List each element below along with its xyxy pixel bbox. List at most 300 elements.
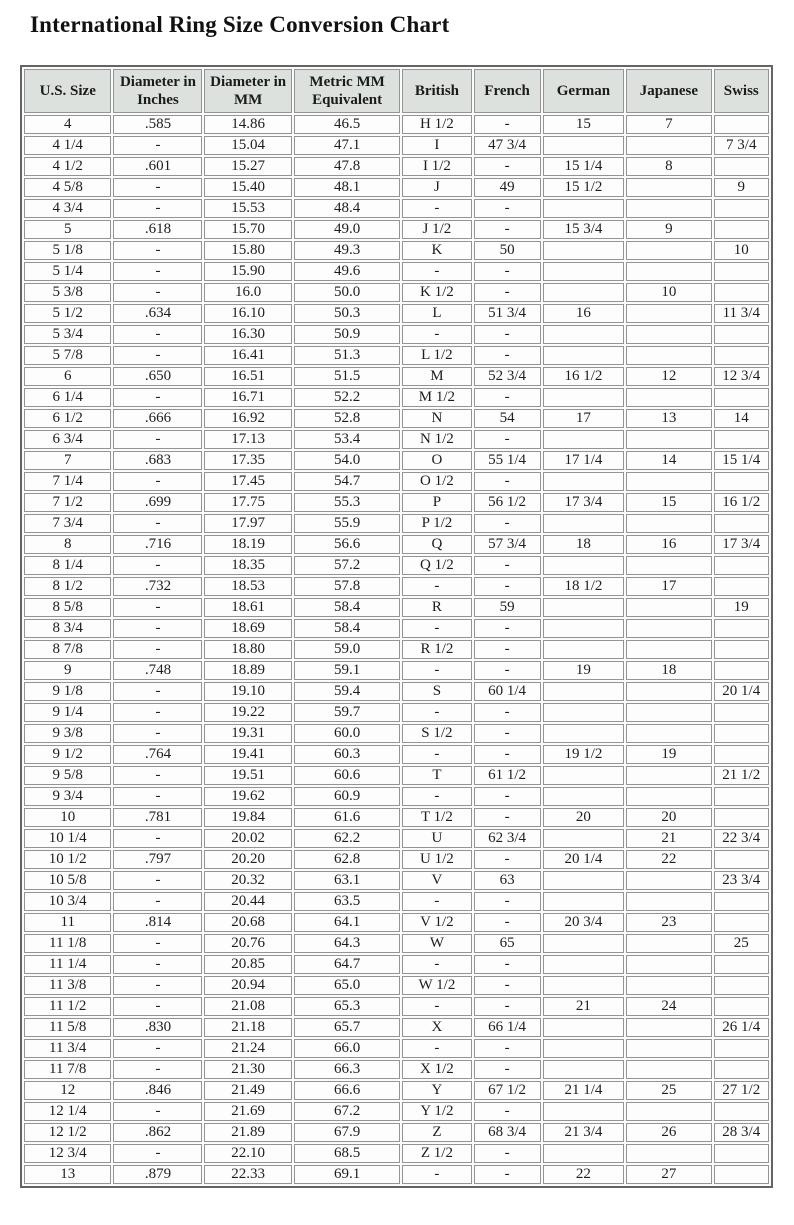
table-cell-french: - — [474, 430, 541, 449]
table-cell-british: - — [402, 745, 471, 764]
table-cell-british: W — [402, 934, 471, 953]
table-cell-diameter-in-mm: 15.53 — [204, 199, 291, 218]
table-cell-swiss — [714, 661, 769, 680]
table-cell-japanese: 8 — [626, 157, 711, 176]
table-cell-metric-mm-equivalent: 60.6 — [294, 766, 400, 785]
table-cell-german: 15 1/4 — [543, 157, 625, 176]
table-cell-german: 16 — [543, 304, 625, 323]
table-row — [24, 871, 769, 890]
table-cell-diameter-in-mm: 20.68 — [204, 913, 291, 932]
table-cell-diameter-in-inches: .879 — [113, 1165, 202, 1184]
table-cell-japanese — [626, 1144, 711, 1163]
table-cell-swiss: 25 — [714, 934, 769, 953]
table-cell-u-s-size: 5 — [24, 220, 111, 239]
table-cell-u-s-size: 8 7/8 — [24, 640, 111, 659]
table-cell-swiss: 7 3/4 — [714, 136, 769, 155]
table-cell-diameter-in-inches: .699 — [113, 493, 202, 512]
table-cell-british: Z 1/2 — [402, 1144, 471, 1163]
table-cell-u-s-size: 9 1/4 — [24, 703, 111, 722]
table-cell-german — [543, 871, 625, 890]
table-cell-metric-mm-equivalent: 55.9 — [294, 514, 400, 533]
table-cell-japanese — [626, 472, 711, 491]
table-cell-french: - — [474, 745, 541, 764]
table-row — [24, 661, 769, 680]
table-cell-german — [543, 682, 625, 701]
table-cell-u-s-size: 8 — [24, 535, 111, 554]
table-cell-u-s-size: 6 — [24, 367, 111, 386]
table-cell-metric-mm-equivalent: 49.6 — [294, 262, 400, 281]
table-cell-metric-mm-equivalent: 46.5 — [294, 115, 400, 134]
table-cell-french: - — [474, 577, 541, 596]
table-cell-german — [543, 1144, 625, 1163]
table-cell-german: 15 — [543, 115, 625, 134]
table-cell-swiss — [714, 640, 769, 659]
table-cell-diameter-in-inches: - — [113, 283, 202, 302]
table-cell-diameter-in-inches: .862 — [113, 1123, 202, 1142]
table-cell-french: - — [474, 997, 541, 1016]
table-cell-diameter-in-mm: 21.69 — [204, 1102, 291, 1121]
page — [0, 12, 794, 1188]
table-cell-diameter-in-mm: 16.51 — [204, 367, 291, 386]
table-cell-french: - — [474, 1039, 541, 1058]
table-cell-swiss — [714, 955, 769, 974]
column-header-u-s-size: U.S. Size — [24, 69, 111, 113]
table-cell-french: - — [474, 808, 541, 827]
table-cell-u-s-size: 6 1/2 — [24, 409, 111, 428]
table-cell-diameter-in-inches: - — [113, 430, 202, 449]
table-cell-diameter-in-inches: .781 — [113, 808, 202, 827]
table-cell-diameter-in-inches: - — [113, 346, 202, 365]
table-cell-german — [543, 1102, 625, 1121]
table-row — [24, 346, 769, 365]
table-cell-u-s-size: 9 3/4 — [24, 787, 111, 806]
column-header-diameter-in-inches: Diameter in Inches — [113, 69, 202, 113]
table-cell-diameter-in-inches: - — [113, 136, 202, 155]
table-cell-metric-mm-equivalent: 49.0 — [294, 220, 400, 239]
table-cell-metric-mm-equivalent: 66.0 — [294, 1039, 400, 1058]
table-cell-french: 61 1/2 — [474, 766, 541, 785]
table-cell-diameter-in-mm: 19.51 — [204, 766, 291, 785]
table-cell-u-s-size: 12 3/4 — [24, 1144, 111, 1163]
table-cell-japanese: 27 — [626, 1165, 711, 1184]
table-cell-british: M 1/2 — [402, 388, 471, 407]
table-cell-diameter-in-mm: 16.92 — [204, 409, 291, 428]
table-cell-german: 18 — [543, 535, 625, 554]
table-cell-british: - — [402, 1039, 471, 1058]
table-cell-metric-mm-equivalent: 57.2 — [294, 556, 400, 575]
table-cell-british: Y — [402, 1081, 471, 1100]
table-cell-diameter-in-mm: 18.61 — [204, 598, 291, 617]
table-cell-french: - — [474, 619, 541, 638]
table-cell-u-s-size: 9 1/2 — [24, 745, 111, 764]
table-cell-diameter-in-mm: 20.44 — [204, 892, 291, 911]
table-cell-diameter-in-mm: 18.35 — [204, 556, 291, 575]
table-cell-swiss: 14 — [714, 409, 769, 428]
table-cell-british: L 1/2 — [402, 346, 471, 365]
table-cell-metric-mm-equivalent: 54.0 — [294, 451, 400, 470]
table-cell-diameter-in-inches: - — [113, 472, 202, 491]
table-cell-swiss: 9 — [714, 178, 769, 197]
table-cell-swiss: 21 1/2 — [714, 766, 769, 785]
table-cell-japanese: 7 — [626, 115, 711, 134]
table-cell-german — [543, 955, 625, 974]
table-cell-british: - — [402, 892, 471, 911]
table-cell-german — [543, 1060, 625, 1079]
table-cell-diameter-in-inches: .716 — [113, 535, 202, 554]
table-cell-french: 55 1/4 — [474, 451, 541, 470]
table-cell-metric-mm-equivalent: 63.1 — [294, 871, 400, 890]
table-cell-japanese: 14 — [626, 451, 711, 470]
table-row — [24, 493, 769, 512]
column-header-diameter-in-mm: Diameter in MM — [204, 69, 291, 113]
table-cell-u-s-size: 11 1/4 — [24, 955, 111, 974]
table-cell-diameter-in-mm: 17.97 — [204, 514, 291, 533]
table-cell-swiss: 17 3/4 — [714, 535, 769, 554]
table-cell-diameter-in-inches: - — [113, 514, 202, 533]
table-cell-swiss — [714, 1144, 769, 1163]
table-cell-metric-mm-equivalent: 55.3 — [294, 493, 400, 512]
table-cell-diameter-in-inches: - — [113, 955, 202, 974]
table-cell-metric-mm-equivalent: 64.3 — [294, 934, 400, 953]
table-cell-swiss: 11 3/4 — [714, 304, 769, 323]
table-cell-diameter-in-mm: 22.33 — [204, 1165, 291, 1184]
table-cell-german — [543, 241, 625, 260]
table-cell-swiss: 10 — [714, 241, 769, 260]
table-cell-diameter-in-mm: 20.85 — [204, 955, 291, 974]
table-row — [24, 409, 769, 428]
table-cell-metric-mm-equivalent: 58.4 — [294, 619, 400, 638]
table-cell-french: - — [474, 1165, 541, 1184]
table-row — [24, 535, 769, 554]
table-cell-french: - — [474, 220, 541, 239]
table-cell-french: 62 3/4 — [474, 829, 541, 848]
table-cell-metric-mm-equivalent: 48.4 — [294, 199, 400, 218]
table-header — [24, 69, 769, 113]
table-cell-british: T — [402, 766, 471, 785]
table-cell-german — [543, 934, 625, 953]
table-cell-u-s-size: 11 1/8 — [24, 934, 111, 953]
table-cell-british: Q 1/2 — [402, 556, 471, 575]
table-cell-u-s-size: 10 3/4 — [24, 892, 111, 911]
table-cell-diameter-in-mm: 15.04 — [204, 136, 291, 155]
table-cell-u-s-size: 11 3/4 — [24, 1039, 111, 1058]
table-cell-u-s-size: 10 5/8 — [24, 871, 111, 890]
table-cell-japanese — [626, 1060, 711, 1079]
table-cell-u-s-size: 5 3/4 — [24, 325, 111, 344]
table-cell-diameter-in-inches: - — [113, 787, 202, 806]
table-row — [24, 598, 769, 617]
table-cell-swiss: 15 1/4 — [714, 451, 769, 470]
table-cell-british: Z — [402, 1123, 471, 1142]
table-row — [24, 1165, 769, 1184]
table-cell-metric-mm-equivalent: 66.3 — [294, 1060, 400, 1079]
table-cell-u-s-size: 7 — [24, 451, 111, 470]
table-cell-japanese — [626, 325, 711, 344]
table-row — [24, 850, 769, 869]
column-header-german: German — [543, 69, 625, 113]
table-cell-japanese: 20 — [626, 808, 711, 827]
table-cell-french: - — [474, 283, 541, 302]
table-cell-diameter-in-inches: - — [113, 640, 202, 659]
table-cell-german — [543, 556, 625, 575]
table-cell-japanese — [626, 1018, 711, 1037]
table-cell-british: X 1/2 — [402, 1060, 471, 1079]
table-cell-japanese — [626, 619, 711, 638]
table-cell-diameter-in-mm: 18.69 — [204, 619, 291, 638]
table-cell-swiss — [714, 262, 769, 281]
table-row — [24, 157, 769, 176]
table-cell-diameter-in-mm: 15.70 — [204, 220, 291, 239]
table-cell-diameter-in-mm: 19.41 — [204, 745, 291, 764]
table-row — [24, 136, 769, 155]
table-cell-metric-mm-equivalent: 54.7 — [294, 472, 400, 491]
table-cell-german — [543, 892, 625, 911]
table-cell-diameter-in-mm: 18.53 — [204, 577, 291, 596]
table-cell-german: 15 3/4 — [543, 220, 625, 239]
table-cell-diameter-in-inches: - — [113, 976, 202, 995]
table-cell-german — [543, 619, 625, 638]
table-cell-british: Y 1/2 — [402, 1102, 471, 1121]
table-cell-diameter-in-inches: .683 — [113, 451, 202, 470]
table-cell-u-s-size: 11 7/8 — [24, 1060, 111, 1079]
table-cell-japanese — [626, 388, 711, 407]
table-cell-u-s-size: 10 1/4 — [24, 829, 111, 848]
table-cell-swiss — [714, 556, 769, 575]
table-cell-french: - — [474, 325, 541, 344]
table-cell-japanese — [626, 955, 711, 974]
table-row — [24, 220, 769, 239]
table-cell-german — [543, 514, 625, 533]
table-cell-french: - — [474, 199, 541, 218]
table-cell-german: 19 — [543, 661, 625, 680]
table-cell-german: 20 — [543, 808, 625, 827]
table-cell-u-s-size: 4 5/8 — [24, 178, 111, 197]
table-cell-diameter-in-mm: 16.0 — [204, 283, 291, 302]
table-cell-french: - — [474, 346, 541, 365]
table-cell-diameter-in-mm: 20.20 — [204, 850, 291, 869]
table-cell-japanese — [626, 934, 711, 953]
table-cell-metric-mm-equivalent: 62.8 — [294, 850, 400, 869]
table-cell-japanese: 19 — [626, 745, 711, 764]
table-cell-u-s-size: 9 3/8 — [24, 724, 111, 743]
table-cell-diameter-in-inches: .797 — [113, 850, 202, 869]
table-cell-metric-mm-equivalent: 62.2 — [294, 829, 400, 848]
table-cell-french: 49 — [474, 178, 541, 197]
table-cell-u-s-size: 6 3/4 — [24, 430, 111, 449]
table-cell-french: - — [474, 850, 541, 869]
table-cell-u-s-size: 11 1/2 — [24, 997, 111, 1016]
table-cell-swiss — [714, 745, 769, 764]
table-cell-diameter-in-inches: .830 — [113, 1018, 202, 1037]
table-cell-swiss — [714, 703, 769, 722]
table-cell-german — [543, 703, 625, 722]
table-cell-diameter-in-mm: 17.75 — [204, 493, 291, 512]
table-cell-metric-mm-equivalent: 65.7 — [294, 1018, 400, 1037]
table-cell-japanese: 24 — [626, 997, 711, 1016]
table-cell-diameter-in-mm: 21.49 — [204, 1081, 291, 1100]
table-cell-metric-mm-equivalent: 68.5 — [294, 1144, 400, 1163]
table-row — [24, 283, 769, 302]
table-row — [24, 640, 769, 659]
table-cell-swiss — [714, 157, 769, 176]
table-cell-diameter-in-inches: .764 — [113, 745, 202, 764]
table-cell-british: W 1/2 — [402, 976, 471, 995]
table-cell-german — [543, 262, 625, 281]
table-cell-swiss — [714, 115, 769, 134]
table-cell-french: 63 — [474, 871, 541, 890]
table-cell-german — [543, 787, 625, 806]
table-cell-german — [543, 136, 625, 155]
table-cell-german — [543, 598, 625, 617]
table-cell-british: S 1/2 — [402, 724, 471, 743]
table-cell-french: - — [474, 892, 541, 911]
table-cell-french: 56 1/2 — [474, 493, 541, 512]
table-cell-british: - — [402, 661, 471, 680]
table-cell-french: 51 3/4 — [474, 304, 541, 323]
column-header-british: British — [402, 69, 471, 113]
table-cell-metric-mm-equivalent: 48.1 — [294, 178, 400, 197]
table-cell-japanese — [626, 871, 711, 890]
table-cell-french: - — [474, 115, 541, 134]
table-cell-diameter-in-inches: - — [113, 1060, 202, 1079]
table-cell-swiss: 20 1/4 — [714, 682, 769, 701]
table-row — [24, 829, 769, 848]
table-cell-diameter-in-mm: 21.30 — [204, 1060, 291, 1079]
table-cell-diameter-in-inches: - — [113, 892, 202, 911]
table-row — [24, 199, 769, 218]
table-cell-swiss — [714, 913, 769, 932]
table-cell-diameter-in-mm: 15.40 — [204, 178, 291, 197]
table-cell-japanese — [626, 1039, 711, 1058]
table-cell-metric-mm-equivalent: 64.7 — [294, 955, 400, 974]
table-cell-swiss — [714, 325, 769, 344]
table-cell-german — [543, 430, 625, 449]
table-cell-swiss — [714, 1102, 769, 1121]
table-cell-diameter-in-inches: - — [113, 199, 202, 218]
table-cell-japanese — [626, 199, 711, 218]
table-cell-u-s-size: 8 5/8 — [24, 598, 111, 617]
table-cell-metric-mm-equivalent: 51.5 — [294, 367, 400, 386]
table-cell-japanese: 22 — [626, 850, 711, 869]
table-cell-diameter-in-inches: - — [113, 682, 202, 701]
table-cell-british: R 1/2 — [402, 640, 471, 659]
table-cell-japanese — [626, 724, 711, 743]
table-cell-swiss: 28 3/4 — [714, 1123, 769, 1142]
table-cell-diameter-in-mm: 16.10 — [204, 304, 291, 323]
table-cell-british: - — [402, 262, 471, 281]
table-row — [24, 724, 769, 743]
table-cell-swiss — [714, 388, 769, 407]
table-cell-japanese — [626, 241, 711, 260]
table-cell-metric-mm-equivalent: 52.8 — [294, 409, 400, 428]
table-cell-u-s-size: 5 1/2 — [24, 304, 111, 323]
table-cell-metric-mm-equivalent: 59.4 — [294, 682, 400, 701]
table-cell-german — [543, 976, 625, 995]
table-cell-german: 18 1/2 — [543, 577, 625, 596]
table-cell-british: H 1/2 — [402, 115, 471, 134]
table-cell-japanese — [626, 766, 711, 785]
table-cell-german: 20 1/4 — [543, 850, 625, 869]
table-cell-japanese: 18 — [626, 661, 711, 680]
table-cell-german: 15 1/2 — [543, 178, 625, 197]
table-cell-british: V 1/2 — [402, 913, 471, 932]
table-cell-metric-mm-equivalent: 65.0 — [294, 976, 400, 995]
table-cell-metric-mm-equivalent: 47.1 — [294, 136, 400, 155]
table-cell-british: M — [402, 367, 471, 386]
table-cell-metric-mm-equivalent: 52.2 — [294, 388, 400, 407]
table-cell-diameter-in-inches: - — [113, 262, 202, 281]
table-cell-u-s-size: 8 1/2 — [24, 577, 111, 596]
table-cell-japanese — [626, 598, 711, 617]
table-cell-german: 21 — [543, 997, 625, 1016]
table-cell-french: - — [474, 1144, 541, 1163]
table-cell-swiss — [714, 1060, 769, 1079]
column-header-french: French — [474, 69, 541, 113]
table-cell-metric-mm-equivalent: 66.6 — [294, 1081, 400, 1100]
table-cell-german: 16 1/2 — [543, 367, 625, 386]
table-cell-u-s-size: 12 — [24, 1081, 111, 1100]
table-cell-british: K 1/2 — [402, 283, 471, 302]
table-cell-metric-mm-equivalent: 63.5 — [294, 892, 400, 911]
table-cell-swiss: 27 1/2 — [714, 1081, 769, 1100]
column-header-japanese: Japanese — [626, 69, 711, 113]
table-cell-japanese — [626, 787, 711, 806]
table-cell-japanese: 25 — [626, 1081, 711, 1100]
table-cell-u-s-size: 5 1/8 — [24, 241, 111, 260]
table-cell-metric-mm-equivalent: 60.9 — [294, 787, 400, 806]
table-row — [24, 367, 769, 386]
table-cell-swiss — [714, 199, 769, 218]
table-cell-japanese — [626, 262, 711, 281]
table-cell-british: I 1/2 — [402, 157, 471, 176]
table-cell-french: - — [474, 514, 541, 533]
table-cell-french: - — [474, 1102, 541, 1121]
table-row — [24, 514, 769, 533]
table-cell-british: - — [402, 997, 471, 1016]
table-cell-swiss — [714, 1165, 769, 1184]
table-cell-german: 20 3/4 — [543, 913, 625, 932]
table-cell-japanese — [626, 682, 711, 701]
table-cell-u-s-size: 7 1/4 — [24, 472, 111, 491]
table-row — [24, 808, 769, 827]
table-cell-diameter-in-inches: - — [113, 556, 202, 575]
table-cell-japanese — [626, 1102, 711, 1121]
table-row — [24, 556, 769, 575]
table-cell-german — [543, 1039, 625, 1058]
table-cell-british: V — [402, 871, 471, 890]
table-cell-swiss — [714, 892, 769, 911]
table-row — [24, 304, 769, 323]
table-cell-u-s-size: 11 5/8 — [24, 1018, 111, 1037]
table-cell-diameter-in-inches: - — [113, 1102, 202, 1121]
table-cell-metric-mm-equivalent: 59.1 — [294, 661, 400, 680]
table-cell-diameter-in-inches: - — [113, 703, 202, 722]
table-cell-british: S — [402, 682, 471, 701]
table-cell-french: - — [474, 724, 541, 743]
table-cell-swiss — [714, 850, 769, 869]
table-cell-diameter-in-mm: 17.35 — [204, 451, 291, 470]
table-cell-british: R — [402, 598, 471, 617]
table-cell-british: - — [402, 199, 471, 218]
table-row — [24, 997, 769, 1016]
table-row — [24, 241, 769, 260]
table-cell-german — [543, 1018, 625, 1037]
table-cell-metric-mm-equivalent: 59.7 — [294, 703, 400, 722]
table-cell-german — [543, 283, 625, 302]
table-cell-french: 57 3/4 — [474, 535, 541, 554]
table-cell-metric-mm-equivalent: 49.3 — [294, 241, 400, 260]
table-cell-diameter-in-inches: - — [113, 871, 202, 890]
